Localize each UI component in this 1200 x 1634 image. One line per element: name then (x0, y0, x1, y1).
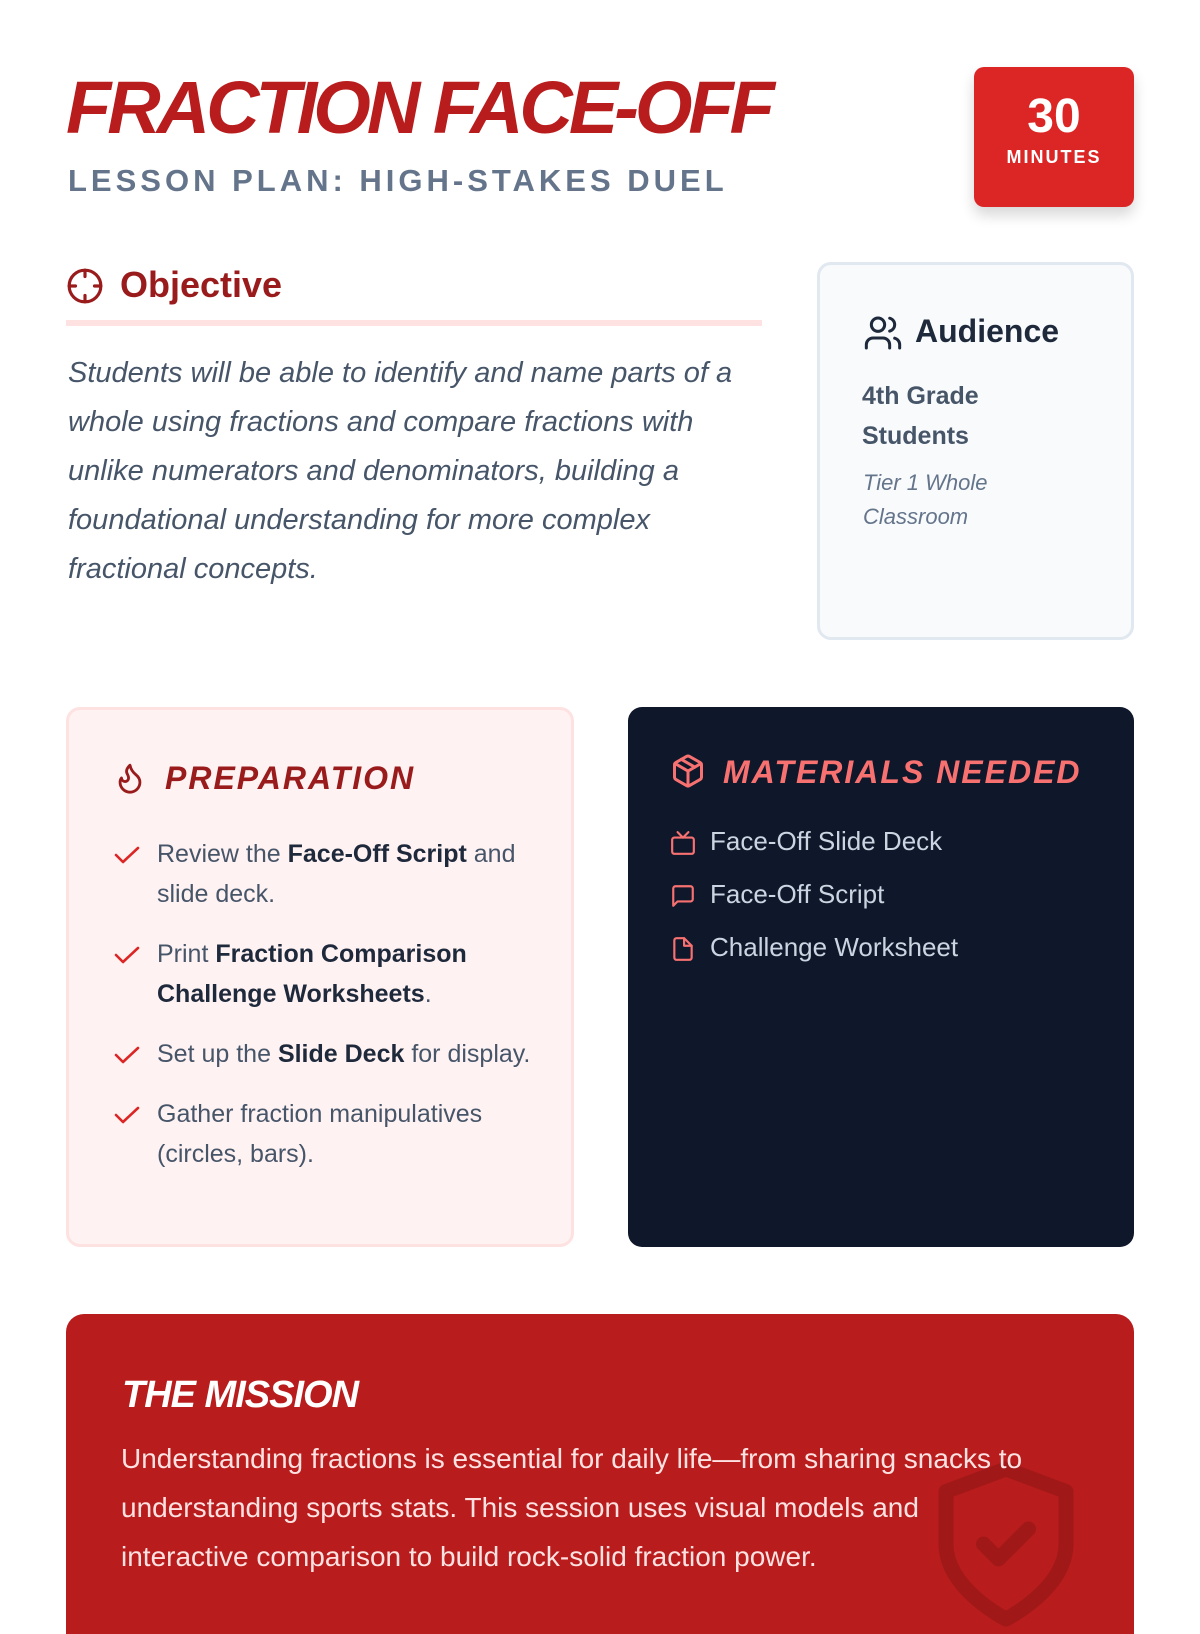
check-icon (113, 1104, 141, 1126)
list-item: Challenge Worksheet (670, 927, 958, 980)
duration-badge (974, 67, 1134, 207)
audience-main: 4th Grade Students (862, 382, 979, 450)
crosshair-icon (66, 267, 104, 305)
list-item: Face-Off Slide Deck (670, 821, 958, 874)
list-item: Review the Face-Off Script and slide deck. (113, 834, 543, 914)
mission-text: Understanding fractions is essential for daily life—from sharing snacks to understanding sports stats. This session uses visual models and interactive comparison to build rock-solid fraction power. (121, 1443, 1023, 1572)
file-icon (670, 936, 696, 962)
list-item: Face-Off Script (670, 874, 958, 927)
page-title: FRACTION FACE-OFF (66, 66, 771, 149)
audience-sub: Tier 1 Whole Classroom (863, 470, 988, 529)
message-square-icon (670, 883, 696, 909)
list-item: Set up the Slide Deck for display. (113, 1034, 543, 1074)
list-item: Gather fraction manipulatives (circles, bars). (113, 1094, 543, 1174)
materials-title: MATERIALS NEEDED (723, 754, 1082, 790)
materials-list (670, 821, 958, 980)
materials-card (628, 707, 1134, 1247)
check-icon (113, 944, 141, 966)
check-icon (113, 844, 141, 866)
objective-text: Students will be able to identify and name parts of a whole using fractions and compare fractions with unlike numerators and denominators, building a foundational understanding for more complex fractional concepts. (68, 357, 733, 585)
audience-card (817, 262, 1134, 640)
audience-title: Audience (915, 313, 1060, 349)
flame-icon (113, 759, 147, 797)
preparation-title: PREPARATION (165, 760, 416, 796)
preparation-card (66, 707, 574, 1247)
tv-icon (670, 830, 696, 856)
mission-title: THE MISSION (122, 1374, 359, 1416)
mission-panel (66, 1314, 1134, 1634)
objective-header (66, 262, 762, 326)
page-subtitle: LESSON PLAN: HIGH-STAKES DUEL (68, 163, 728, 198)
list-item: Print Fraction Comparison Challenge Worksheets. (113, 934, 543, 1014)
check-icon (113, 1044, 141, 1066)
preparation-list (113, 834, 543, 1194)
users-icon (863, 313, 903, 353)
duration-value: 30 (1027, 90, 1081, 143)
duration-unit: MINUTES (1006, 147, 1102, 167)
objective-title: Objective (120, 264, 283, 305)
package-icon (670, 752, 706, 790)
